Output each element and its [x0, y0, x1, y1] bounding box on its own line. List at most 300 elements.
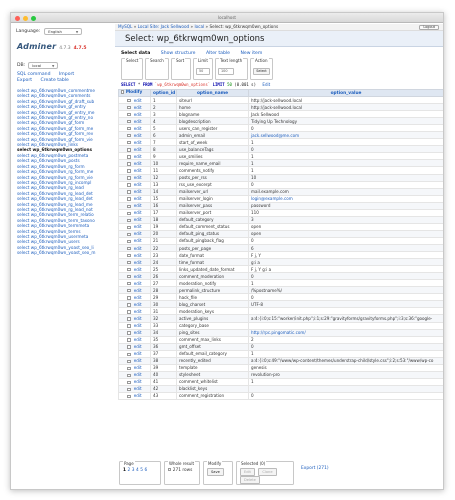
row-edit-link[interactable]: edit: [133, 111, 142, 117]
cell-option-name: links_updated_date_format: [177, 266, 249, 273]
breadcrumb-server[interactable]: Local Site: Jack Sellwood: [137, 24, 190, 29]
cell-option-id: 37: [151, 350, 177, 357]
row-edit-link[interactable]: edit: [133, 153, 142, 159]
row-modify-cell: [119, 167, 151, 174]
row-checkbox[interactable]: [127, 148, 130, 151]
row-checkbox[interactable]: [127, 169, 130, 172]
row-edit-link[interactable]: edit: [133, 139, 142, 145]
row-edit-link[interactable]: edit: [133, 315, 142, 321]
row-checkbox[interactable]: [127, 388, 130, 391]
row-checkbox[interactable]: [127, 162, 130, 165]
row-checkbox[interactable]: [127, 127, 130, 130]
cell-option-name: moderation_notify: [177, 280, 249, 287]
row-edit-link[interactable]: edit: [133, 189, 142, 195]
row-edit-link[interactable]: edit: [133, 273, 142, 279]
table-row: [119, 357, 444, 364]
row-checkbox[interactable]: [127, 310, 130, 313]
sidebar-table-link[interactable]: select wp_6tkrwqm0wn_rg_incompl: [17, 179, 92, 185]
table-row: [119, 343, 444, 350]
chevron-down-icon: ▼: [75, 29, 79, 34]
cell-option-name: require_name_email: [177, 160, 249, 167]
cell-option-id: 16: [151, 202, 177, 209]
row-modify-cell: [119, 364, 151, 371]
cell-option-id: 26: [151, 273, 177, 280]
page-link[interactable]: 3: [131, 468, 135, 473]
row-modify-cell: [119, 209, 151, 216]
row-checkbox[interactable]: [127, 205, 130, 208]
cell-option-name: comment_whitelist: [177, 378, 249, 385]
cell-option-name: posts_per_page: [177, 244, 249, 251]
row-edit-link[interactable]: edit: [133, 344, 142, 350]
cell-option-id: 19: [151, 223, 177, 230]
cell-option-value: 0: [249, 343, 444, 350]
row-edit-link[interactable]: edit: [133, 372, 142, 378]
clone-selected-button[interactable]: Clone: [258, 468, 276, 476]
table-row: [119, 301, 444, 308]
sidebar-table-link[interactable]: select wp_6tkrwqm0wn_term_relatio: [17, 212, 94, 218]
row-checkbox[interactable]: [127, 197, 130, 200]
cell-option-id: 31: [151, 308, 177, 315]
table-row: [119, 97, 444, 104]
sort-fieldset-label[interactable]: Sort: [176, 58, 185, 63]
show-structure-link[interactable]: Show structure: [160, 51, 196, 56]
table-row: [119, 280, 444, 287]
row-checkbox[interactable]: [127, 141, 130, 144]
search-fieldset[interactable]: [145, 58, 169, 80]
import-link[interactable]: Import: [58, 72, 75, 77]
row-modify-cell: [119, 139, 151, 146]
row-checkbox[interactable]: [127, 331, 130, 334]
cell-option-id: 41: [151, 378, 177, 385]
limit-input[interactable]: 50: [196, 68, 210, 75]
sidebar-table-link[interactable]: select wp_6tkrwqm0wn_gf_draft_sub: [17, 98, 95, 104]
row-modify-cell: [119, 350, 151, 357]
row-edit-link[interactable]: edit: [133, 175, 142, 181]
cell-option-name: comment_registration: [177, 392, 249, 399]
cell-option-id: 21: [151, 237, 177, 244]
sql-star: *: [137, 82, 141, 87]
cell-option-id: 39: [151, 364, 177, 371]
row-edit-link[interactable]: edit: [133, 301, 142, 307]
cell-option-id: 23: [151, 252, 177, 259]
page-link[interactable]: 4: [135, 468, 139, 473]
table-row: [119, 273, 444, 280]
page-link[interactable]: 2: [127, 468, 131, 473]
row-modify-cell: [119, 371, 151, 378]
new-item-link[interactable]: New item: [240, 51, 263, 56]
table-actions: [115, 47, 443, 57]
sidebar-table-link[interactable]: select wp_6tkrwqm0wn_rg_form_me: [17, 169, 94, 175]
row-checkbox[interactable]: [127, 324, 130, 327]
cell-option-value: http://rpc.pingomatic.com/: [249, 329, 444, 336]
table-row: [119, 315, 444, 322]
table-row: [119, 132, 444, 139]
sidebar: [11, 24, 111, 489]
row-checkbox[interactable]: [127, 219, 130, 222]
row-checkbox[interactable]: [127, 367, 130, 370]
cell-option-id: 33: [151, 322, 177, 329]
row-edit-link[interactable]: edit: [133, 146, 142, 152]
page-link[interactable]: 5: [140, 468, 143, 473]
sidebar-table-link[interactable]: select wp_6tkrwqm0wn_gf_entry: [17, 104, 86, 110]
sidebar-links: [11, 71, 111, 85]
row-modify-cell: [119, 160, 151, 167]
breadcrumb-mysql[interactable]: MySQL: [118, 24, 133, 29]
sidebar-table-link[interactable]: select wp_6tkrwqm0wn_gf_form_vie: [17, 136, 93, 142]
row-checkbox[interactable]: [127, 190, 130, 193]
row-checkbox[interactable]: [127, 395, 130, 398]
row-edit-link[interactable]: edit: [133, 337, 142, 343]
cell-option-value: F j, Y g:i a: [249, 266, 444, 273]
row-edit-link[interactable]: edit: [133, 308, 142, 314]
breadcrumb-db[interactable]: local: [194, 24, 205, 29]
header-option-id[interactable]: option_id: [151, 90, 177, 97]
sidebar-table-link[interactable]: select wp_6tkrwqm0wn_rg_form: [17, 163, 85, 169]
sort-fieldset[interactable]: [171, 58, 191, 80]
row-edit-link[interactable]: edit: [133, 351, 142, 357]
save-button[interactable]: Save: [207, 468, 224, 476]
cell-option-value: a:4:{i:0;s:49:"/www/wp-content/themes/understrap-child/style.css";i:2;s:53:"/www/wp-co: [249, 357, 444, 364]
export-link[interactable]: Export: [17, 78, 33, 83]
cell-option-value: 0: [249, 237, 444, 244]
table-list: [11, 85, 111, 259]
sidebar-table-link[interactable]: select wp_6tkrwqm0wn_rg_lead_me: [17, 201, 93, 207]
cell-option-id: 35: [151, 336, 177, 343]
row-edit-link[interactable]: edit: [133, 393, 142, 399]
table-row: [119, 118, 444, 125]
row-edit-link[interactable]: edit: [133, 280, 142, 286]
sidebar-table-link[interactable]: select wp_6tkrwqm0wn_gf_form_me: [17, 125, 94, 131]
table-row: [119, 308, 444, 315]
row-edit-link[interactable]: edit: [133, 365, 142, 371]
cell-option-name: recently_edited: [177, 357, 249, 364]
table-row: [119, 195, 444, 202]
row-modify-cell: [119, 132, 151, 139]
row-modify-cell: [119, 322, 151, 329]
sidebar-table-link[interactable]: select wp_6tkrwqm0wn_terms: [17, 228, 81, 234]
sidebar-table-link[interactable]: select wp_6tkrwqm0wn_rg_lead_det: [17, 196, 93, 202]
row-checkbox[interactable]: [127, 254, 130, 257]
sidebar-table-link[interactable]: select wp_6tkrwqm0wn_gf_form_rev: [17, 131, 94, 137]
sidebar-table-link[interactable]: select wp_6tkrwqm0wn_gf_entry_no: [17, 115, 94, 121]
row-edit-link[interactable]: edit: [133, 358, 142, 364]
cell-option-value: [249, 308, 444, 315]
table-row: [119, 329, 444, 336]
edit-query-link[interactable]: Edit: [262, 82, 271, 87]
cell-option-value: Tidying Up Technology: [249, 118, 444, 125]
row-checkbox[interactable]: [127, 120, 130, 123]
row-modify-cell: [119, 259, 151, 266]
cell-option-value: 6: [249, 244, 444, 251]
query-time: (0.001 s): [234, 82, 256, 87]
row-modify-cell: [119, 266, 151, 273]
select-all-checkbox[interactable]: [121, 90, 124, 93]
row-edit-link[interactable]: edit: [133, 330, 142, 336]
row-modify-cell: [119, 301, 151, 308]
row-checkbox[interactable]: [127, 275, 130, 278]
table-row: [119, 146, 444, 153]
table-row: [119, 104, 444, 111]
sidebar-table-link[interactable]: select wp_6tkrwqm0wn_usermeta: [17, 233, 89, 239]
cell-option-id: 17: [151, 209, 177, 216]
row-edit-link[interactable]: edit: [133, 182, 142, 188]
sidebar-table-link[interactable]: select wp_6tkrwqm0wn_links: [17, 142, 78, 148]
page-link[interactable]: 1: [123, 468, 126, 473]
cell-option-name: template: [177, 364, 249, 371]
cell-option-id: 18: [151, 216, 177, 223]
cell-option-value: 0: [249, 181, 444, 188]
row-edit-link[interactable]: edit: [133, 245, 142, 251]
table-row: [119, 181, 444, 188]
cell-option-value: g:i a: [249, 259, 444, 266]
cell-option-value: 3: [249, 216, 444, 223]
row-edit-link[interactable]: edit: [133, 160, 142, 166]
row-checkbox[interactable]: [127, 113, 130, 116]
search-fieldset-label[interactable]: Search: [150, 58, 164, 63]
results-footer: [119, 461, 443, 487]
row-checkbox[interactable]: [127, 226, 130, 229]
cell-option-name: blog_charset: [177, 301, 249, 308]
version: 4.7.3: [59, 46, 71, 51]
language-select[interactable]: [44, 28, 82, 35]
cell-option-value: F j, Y: [249, 252, 444, 259]
delete-selected-button[interactable]: Delete: [240, 476, 260, 484]
select-fieldset-label[interactable]: Select: [126, 58, 139, 63]
row-edit-link[interactable]: edit: [133, 132, 142, 138]
table-row: [119, 364, 444, 371]
row-checkbox[interactable]: [127, 338, 130, 341]
sidebar-table-link[interactable]: select wp_6tkrwqm0wn_termmeta: [17, 223, 90, 229]
row-edit-link[interactable]: edit: [133, 104, 142, 110]
modify-fieldset: [203, 461, 233, 485]
header-option-value[interactable]: option_value: [249, 90, 444, 97]
cell-option-value: 0: [249, 392, 444, 399]
cell-option-id: 11: [151, 167, 177, 174]
breadcrumb: MySQL » Local Site: Jack Sellwood » local » Select: wp_6tkrwqm0wn_options Logout: [115, 24, 443, 31]
row-edit-link[interactable]: edit: [133, 196, 142, 202]
row-modify-cell: [119, 315, 151, 322]
limit-label: Limit: [198, 58, 208, 63]
cell-option-name: start_of_week: [177, 139, 249, 146]
logout-button[interactable]: Logout: [419, 25, 439, 31]
row-checkbox[interactable]: [127, 268, 130, 271]
db-row: [11, 54, 111, 71]
cell-option-id: 2: [151, 104, 177, 111]
page-label: Page: [124, 461, 134, 466]
row-edit-link[interactable]: edit: [133, 217, 142, 223]
cell-option-id: 20: [151, 230, 177, 237]
row-checkbox[interactable]: [127, 247, 130, 250]
select-submit-button[interactable]: Select: [253, 68, 270, 75]
db-label: DB:: [17, 63, 26, 68]
row-edit-link[interactable]: edit: [133, 379, 142, 385]
cell-option-name: use_balanceTags: [177, 146, 249, 153]
cell-option-id: 13: [151, 181, 177, 188]
row-modify-cell: [119, 343, 151, 350]
db-value: local: [32, 63, 42, 68]
row-edit-link[interactable]: edit: [133, 259, 142, 265]
row-modify-cell: [119, 216, 151, 223]
language-row: [11, 24, 111, 39]
row-edit-link[interactable]: edit: [133, 210, 142, 216]
row-edit-link[interactable]: edit: [133, 125, 142, 131]
cell-option-value: /%postname%/: [249, 287, 444, 294]
cell-option-id: 29: [151, 294, 177, 301]
cell-option-value: 10: [249, 174, 444, 181]
row-edit-link[interactable]: edit: [133, 203, 142, 209]
sidebar-table-link[interactable]: select wp_6tkrwqm0wn_rg_lead_not: [17, 206, 93, 212]
row-edit-link[interactable]: edit: [133, 252, 142, 258]
cell-option-name: moderation_keys: [177, 308, 249, 315]
cell-option-name: comment_moderation: [177, 273, 249, 280]
limit-fieldset: [193, 58, 213, 80]
cell-option-id: 25: [151, 266, 177, 273]
new-version-link[interactable]: 4.7.5: [73, 46, 87, 51]
row-checkbox[interactable]: [127, 317, 130, 320]
row-modify-cell: [119, 237, 151, 244]
row-checkbox[interactable]: [127, 303, 130, 306]
create-table-link[interactable]: Create table: [40, 78, 69, 83]
cell-option-value: 110: [249, 209, 444, 216]
edit-selected-button[interactable]: Edit: [240, 468, 255, 476]
select-fieldset[interactable]: [121, 58, 143, 80]
sidebar-table-link[interactable]: select wp_6tkrwqm0wn_postmeta: [17, 152, 89, 158]
whole-result-checkbox[interactable]: [168, 468, 171, 471]
row-checkbox[interactable]: [127, 176, 130, 179]
row-modify-cell: [119, 174, 151, 181]
brand-logo[interactable]: Adminer: [17, 42, 57, 51]
cell-option-name: ping_sites: [177, 329, 249, 336]
row-modify-cell: [119, 244, 151, 251]
sidebar-table-link[interactable]: select wp_6tkrwqm0wn_gf_entry_me: [17, 109, 95, 115]
row-checkbox[interactable]: [127, 99, 130, 102]
cell-option-value: 2: [249, 336, 444, 343]
row-checkbox[interactable]: [127, 360, 130, 363]
cell-option-value: 0: [249, 294, 444, 301]
select-data-link[interactable]: Select data: [121, 51, 151, 56]
row-edit-link[interactable]: edit: [133, 238, 142, 244]
sql-command-link[interactable]: SQL command: [17, 72, 51, 77]
language-value: English: [48, 29, 62, 34]
cell-option-id: 38: [151, 357, 177, 364]
row-checkbox[interactable]: [127, 381, 130, 384]
row-checkbox[interactable]: [127, 134, 130, 137]
cell-option-name: users_can_register: [177, 125, 249, 132]
sidebar-table-link[interactable]: select wp_6tkrwqm0wn_posts: [17, 158, 80, 164]
sidebar-table-link[interactable]: select wp_6tkrwqm0wn_comments: [17, 93, 91, 99]
action-label: Action: [255, 58, 268, 63]
table-row: [119, 294, 444, 301]
page-link[interactable]: 6: [144, 468, 148, 473]
row-checkbox[interactable]: [127, 296, 130, 299]
sidebar-table-link[interactable]: select wp_6tkrwqm0wn_options: [17, 147, 93, 153]
sidebar-table-link[interactable]: select wp_6tkrwqm0wn_users: [17, 239, 80, 245]
page-title: Select: wp_6tkrwqm0wn_options: [115, 31, 443, 47]
cell-option-value: mail.example.com: [249, 188, 444, 195]
sidebar-table-link[interactable]: select wp_6tkrwqm0wn_gf_form: [17, 120, 85, 126]
row-edit-link[interactable]: edit: [133, 386, 142, 392]
breadcrumb-current: Select: wp_6tkrwqm0wn_options: [209, 24, 279, 29]
row-checkbox[interactable]: [127, 233, 130, 236]
row-modify-cell: [119, 273, 151, 280]
sidebar-table-link[interactable]: select wp_6tkrwqm0wn_term_taxono: [17, 217, 95, 223]
row-edit-link[interactable]: edit: [133, 323, 142, 329]
row-edit-link[interactable]: edit: [133, 224, 142, 230]
row-checkbox[interactable]: [127, 212, 130, 215]
row-modify-cell: [119, 280, 151, 287]
export-results-link[interactable]: Export (271): [301, 466, 329, 471]
row-checkbox[interactable]: [127, 106, 130, 109]
row-edit-link[interactable]: edit: [133, 97, 142, 103]
row-checkbox[interactable]: [127, 282, 130, 285]
row-modify-cell: [119, 118, 151, 125]
row-modify-cell: [119, 230, 151, 237]
main-content: [115, 24, 443, 489]
cell-option-name: admin_email: [177, 132, 249, 139]
cell-option-id: 36: [151, 343, 177, 350]
sidebar-table-link[interactable]: select wp_6tkrwqm0wn_commentme: [17, 88, 95, 93]
results-body: [119, 97, 444, 400]
header-modify[interactable]: [119, 90, 151, 97]
action-fieldset: [250, 58, 273, 80]
sidebar-table-link[interactable]: select wp_6tkrwqm0wn_yoast_seo_li: [17, 244, 94, 250]
cell-option-name: active_plugins: [177, 315, 249, 322]
row-checkbox[interactable]: [127, 240, 130, 243]
row-edit-link[interactable]: edit: [133, 266, 142, 272]
row-edit-link[interactable]: edit: [133, 118, 142, 124]
table-row: [119, 371, 444, 378]
row-modify-cell: [119, 287, 151, 294]
cell-option-name: mailserver_url: [177, 188, 249, 195]
sidebar-table-link[interactable]: select wp_6tkrwqm0wn_rg_lead_det: [17, 190, 93, 196]
sidebar-table-link[interactable]: select wp_6tkrwqm0wn_rg_lead: [17, 185, 84, 191]
header-option-name[interactable]: option_name: [177, 90, 249, 97]
row-checkbox[interactable]: [127, 261, 130, 264]
table-row: [119, 252, 444, 259]
row-modify-cell: [119, 294, 151, 301]
table-row: [119, 111, 444, 118]
row-checkbox[interactable]: [127, 353, 130, 356]
sidebar-table-link[interactable]: select wp_6tkrwqm0wn_yoast_seo_m: [17, 250, 96, 256]
row-edit-link[interactable]: edit: [133, 287, 142, 293]
cell-option-name: date_format: [177, 252, 249, 259]
cell-option-id: 24: [151, 259, 177, 266]
table-row: [119, 385, 444, 392]
pagination: [123, 468, 157, 473]
cell-option-name: mailserver_pass: [177, 202, 249, 209]
row-checkbox[interactable]: [127, 374, 130, 377]
cell-option-name: default_pingback_flag: [177, 237, 249, 244]
text-length-input[interactable]: 100: [218, 68, 234, 75]
row-edit-link[interactable]: edit: [133, 231, 142, 237]
row-checkbox[interactable]: [127, 155, 130, 158]
cell-option-name: time_format: [177, 259, 249, 266]
selected-label: Selected (0): [241, 461, 266, 466]
row-edit-link[interactable]: edit: [133, 167, 142, 173]
row-checkbox[interactable]: [127, 289, 130, 292]
row-modify-cell: [119, 329, 151, 336]
row-modify-cell: [119, 153, 151, 160]
sidebar-table-link[interactable]: select wp_6tkrwqm0wn_rg_form_vie: [17, 174, 93, 180]
cell-option-id: 9: [151, 153, 177, 160]
row-modify-cell: [119, 146, 151, 153]
row-checkbox[interactable]: [127, 345, 130, 348]
table-row: [119, 202, 444, 209]
alter-table-link[interactable]: Alter table: [205, 51, 230, 56]
row-checkbox[interactable]: [127, 183, 130, 186]
row-edit-link[interactable]: edit: [133, 294, 142, 300]
db-select[interactable]: [28, 62, 58, 69]
